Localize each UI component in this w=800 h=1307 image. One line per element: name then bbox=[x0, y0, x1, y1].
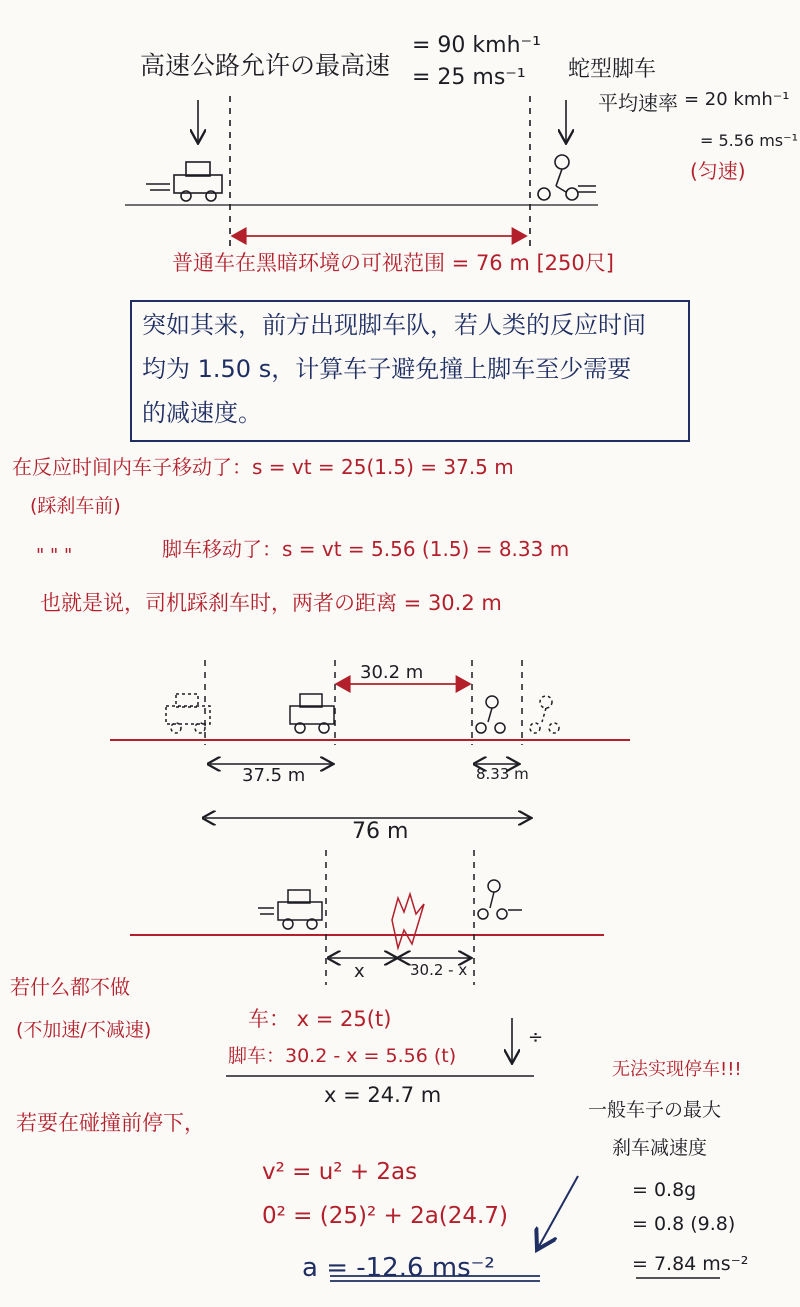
car-brake-icon bbox=[290, 694, 334, 733]
cyclist-icon bbox=[478, 880, 522, 919]
divide-sign: ÷ bbox=[528, 1027, 544, 1048]
ditto-marks: " " " bbox=[36, 545, 73, 566]
deceleration-answer: a = -12.6 ms⁻² bbox=[302, 1253, 495, 1283]
gap-line: 也就是说，司机踩刹车时，两者の距离 = 30.2 m bbox=[40, 591, 502, 615]
car-start-icon bbox=[166, 694, 210, 733]
max-brake-label-1: 一般车子の最大 bbox=[588, 1099, 722, 1121]
max-brake-value-3: = 7.84 ms⁻² bbox=[632, 1253, 749, 1275]
header-scene bbox=[125, 96, 598, 250]
diagram2-x-label: x bbox=[354, 961, 365, 982]
diagram1-car-dist: 37.5 m bbox=[242, 765, 306, 786]
pointer-arrow bbox=[538, 1176, 578, 1248]
reaction-car-note: (踩刹车前) bbox=[30, 495, 121, 517]
bike-label: 蛇型脚车 bbox=[568, 57, 657, 82]
cyclist-brake-icon bbox=[476, 696, 505, 733]
cyclist-icon bbox=[538, 155, 596, 200]
problem-line-1: 突如其来，前方出现脚车队，若人类的反应时间 bbox=[142, 311, 646, 339]
problem-line-3: 的减速度。 bbox=[142, 399, 262, 427]
highway-speed-ms: = 25 ms⁻¹ bbox=[412, 65, 526, 90]
bike-avg-label: 平均速率 bbox=[598, 91, 678, 115]
car-equation: 车： x = 25(t) bbox=[248, 1007, 392, 1031]
diagram2 bbox=[130, 850, 604, 985]
reaction-bike-line: 脚车移动了：s = vt = 5.56 (1.5) = 8.33 m bbox=[162, 537, 570, 561]
diagram1-bike-dist: 8.33 m bbox=[476, 765, 529, 783]
impossible-note: 无法实现停车!!! bbox=[612, 1059, 742, 1080]
x-result: x = 24.7 m bbox=[324, 1083, 442, 1107]
diagram2-rest-label: 30.2 - x bbox=[410, 961, 468, 979]
diagram1-gap-label: 30.2 m bbox=[360, 662, 424, 683]
stop-title: 若要在碰撞前停下， bbox=[16, 1111, 205, 1135]
bike-equation: 脚车：30.2 - x = 5.56 (t) bbox=[228, 1045, 457, 1067]
bike-uniform-note: (匀速) bbox=[690, 159, 746, 183]
kinematic-equation: v² = u² + 2as bbox=[262, 1159, 418, 1185]
do-nothing-subtitle: (不加速/不减速) bbox=[16, 1019, 152, 1041]
highway-label: 高速公路允许の最高速 bbox=[140, 51, 391, 80]
max-brake-value-1: = 0.8g bbox=[632, 1179, 697, 1201]
max-brake-value-2: = 0.8 (9.8) bbox=[632, 1213, 736, 1235]
highway-speed-kmh: = 90 kmh⁻¹ bbox=[412, 33, 541, 58]
substituted-equation: 0² = (25)² + 2a(24.7) bbox=[262, 1203, 508, 1229]
do-nothing-title: 若什么都不做 bbox=[10, 975, 130, 999]
problem-line-2: 均为 1.50 s，计算车子避免撞上脚车至少需要 bbox=[142, 355, 632, 383]
bike-speed-kmh: = 20 kmh⁻¹ bbox=[684, 89, 790, 110]
diagram1 bbox=[110, 660, 630, 818]
diagram1-total: 76 m bbox=[352, 819, 409, 844]
cyclist-start-icon bbox=[530, 696, 559, 733]
reaction-car-line: 在反应时间内车子移动了：s = vt = 25(1.5) = 37.5 m bbox=[12, 455, 514, 479]
bike-speed-ms: = 5.56 ms⁻¹ bbox=[700, 131, 798, 150]
car-icon bbox=[146, 162, 222, 201]
visibility-label: 普通车在黑暗环境の可视范围 = 76 m [250尺] bbox=[172, 251, 614, 275]
max-brake-label-2: 刹车减速度 bbox=[612, 1137, 708, 1159]
car-icon bbox=[258, 890, 322, 929]
collision-burst-icon bbox=[392, 894, 424, 948]
